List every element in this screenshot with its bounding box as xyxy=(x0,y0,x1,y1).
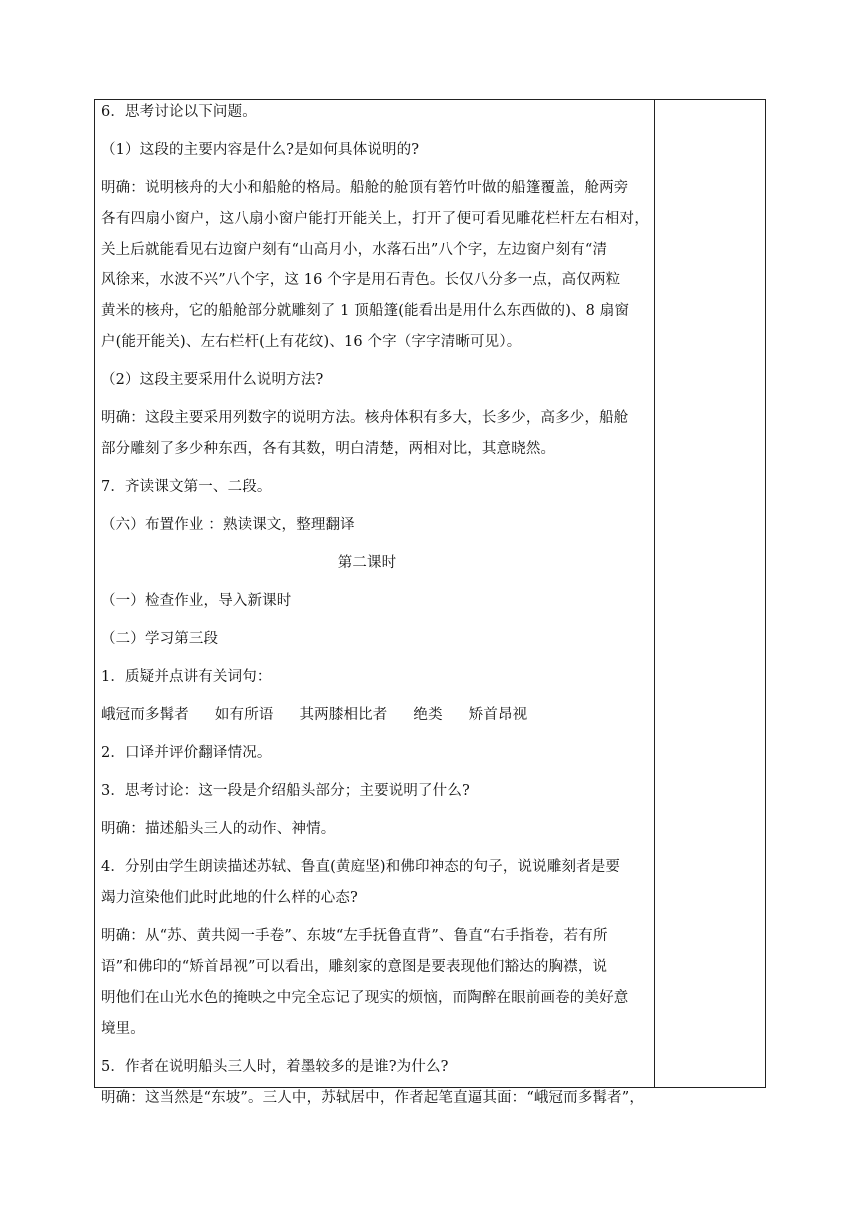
text-line: 明确：这段主要采用列数字的说明方法。核舟体积有多大，长多少，高多少，船舱 xyxy=(101,410,629,426)
text-line: 明确：描述船头三人的动作、神情。 xyxy=(101,821,336,837)
text-line: （六）布置作业 ：熟读课文，整理翻译 xyxy=(101,517,355,533)
text-line: （一）检查作业，导入新课时 xyxy=(101,593,292,609)
text-line: 2．口译并评价翻译情况。 xyxy=(101,745,272,761)
key-terms-row xyxy=(101,705,649,725)
key-term: 矫首昂视 xyxy=(468,707,528,723)
text-line: （二）学习第三段 xyxy=(101,631,219,647)
text-line: 部分雕刻了多少种东西，各有其数，明白清楚，两相对比，其意晓然。 xyxy=(101,441,556,457)
section-heading: 第二课时 xyxy=(337,555,397,571)
key-term: 峨冠而多髯者 xyxy=(101,707,189,723)
text-line: 各有四扇小窗户，这八扇小窗户能打开能关上，打开了便可看见雕花栏杆左右相对， xyxy=(101,211,649,227)
text-line: 黄米的核舟，它的船舱部分就雕刻了 1 顶船篷(能看出是用什么东西做的)、8 扇窗 xyxy=(101,303,630,319)
text-line: 6．思考讨论以下问题。 xyxy=(101,104,257,120)
text-line: 4．分别由学生朗读描述苏轼、鲁直(黄庭坚)和佛印神态的句子，说说雕刻者是要 xyxy=(101,859,621,875)
text-line: 明确：从“苏、黄共阅一手卷”、东坡“左手抚鲁直背”、鲁直“右手指卷，若有所 xyxy=(101,928,608,944)
text-line: 户(能开能关)、左右栏杆(上有花纹)、16 个字（字字清晰可见）。 xyxy=(101,334,522,350)
text-line: 明确：这当然是“东坡”。三人中，苏轼居中，作者起笔直逼其面：“峨冠而多髯者”， xyxy=(101,1090,644,1106)
notes-cell xyxy=(655,100,765,1087)
key-term: 其两膝相比者 xyxy=(299,707,388,723)
text-line: 7．齐读课文第一、二段。 xyxy=(101,479,272,495)
text-line: 1．质疑并点讲有关词句： xyxy=(101,669,272,685)
lesson-table xyxy=(94,99,766,1106)
text-line: 明确：说明核舟的大小和船舱的格局。船舱的舱顶有箬竹叶做的船篷覆盖，舱两旁 xyxy=(101,180,629,196)
text-line: 5．作者在说明船头三人时，着墨较多的是谁?为什么? xyxy=(101,1059,449,1075)
text-line: 明他们在山光水色的掩映之中完全忘记了现实的烦恼，而陶醉在眼前画卷的美好意 xyxy=(101,990,629,1006)
text-line: （2）这段主要采用什么说明方法? xyxy=(101,372,324,388)
text-line: 3．思考讨论：这一段是介绍船头部分；主要说明了什么? xyxy=(101,783,470,799)
text-line: 竭力渲染他们此时此地的什么样的心态? xyxy=(101,890,358,906)
text-line: 风徐来，水波不兴”八个字，这 16 个字是用石青色。长仅八分多一点，高仅两粒 xyxy=(101,272,621,288)
text-line: 语”和佛印的“矫首昂视”可以看出，雕刻家的意图是要表现他们豁达的胸襟，说 xyxy=(101,959,608,975)
text-line: 境里。 xyxy=(101,1021,145,1037)
text-line: （1）这段的主要内容是什么?是如何具体说明的? xyxy=(101,142,420,158)
text-line: 关上后就能看见右边窗户刻有“山高月小，水落石出”八个字，左边窗户刻有“清 xyxy=(101,242,608,258)
key-term: 如有所语 xyxy=(214,707,274,723)
key-term: 绝类 xyxy=(413,707,443,723)
